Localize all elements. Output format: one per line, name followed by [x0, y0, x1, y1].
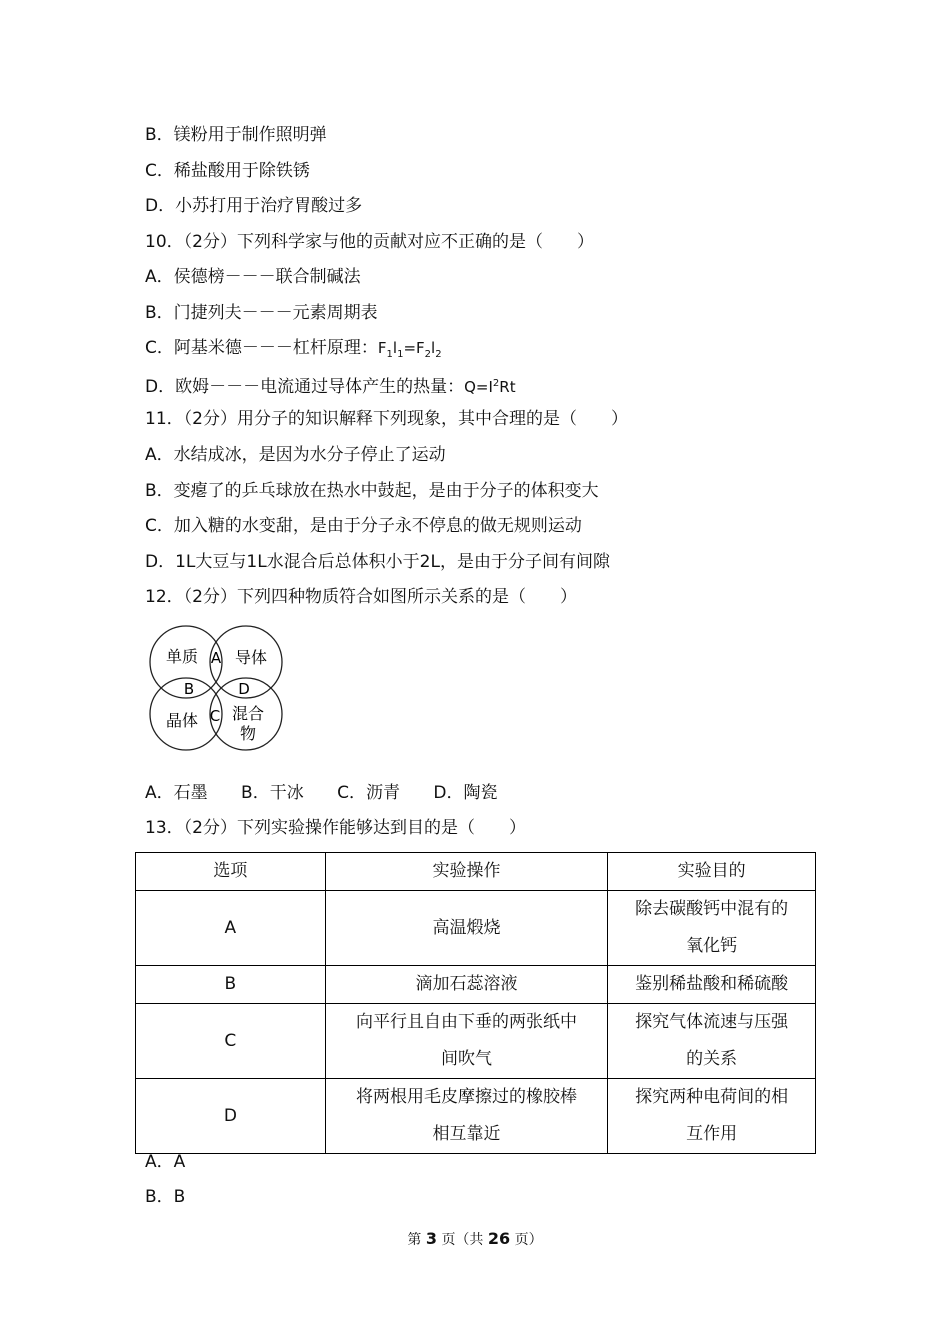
q12-option-d: D．陶瓷 [433, 783, 498, 803]
q12-options [145, 782, 526, 804]
lever-formula: $F_1l_1=F_2l_2$ [377, 339, 442, 360]
option-13b: B．B [145, 1187, 186, 1207]
row-a-goal-line2: 氧化钙 [686, 936, 738, 956]
row-d-operation-line1: 将两根用毛皮摩擦过的橡胶棒 [356, 1087, 577, 1107]
footer-page-number: 3 [425, 1229, 437, 1248]
option-10d-text: D．欧姆－－－电流通过导体产生的热量： [145, 377, 465, 397]
row-a-operation [325, 891, 608, 966]
row-c-option: C [136, 1004, 326, 1079]
row-c-operation-line1: 向平行且自由下垂的两张纸中 [356, 1012, 577, 1032]
option-11d: D．1L大豆与1L水混合后总体积小于2L，是由于分子间有间隙 [145, 552, 610, 572]
table-row [136, 1004, 816, 1079]
question-10: 10．（2分）下列科学家与他的贡献对应不正确的是（ ） [145, 232, 594, 252]
row-a-goal-line1: 除去碳酸钙中混有的 [635, 899, 789, 919]
header-operation: 实验操作 [325, 853, 608, 891]
venn-label-jingti: 晶体 [165, 711, 199, 730]
row-b-option: B [136, 966, 326, 1004]
table-header-row [136, 853, 816, 891]
joule-formula: $Q=I^2Rt$ [464, 378, 516, 396]
option-11a: A．水结成冰，是因为水分子停止了运动 [145, 445, 446, 465]
footer-mid: 页（共 [441, 1232, 484, 1248]
header-goal: 实验目的 [608, 853, 816, 891]
venn-label-danzhi: 单质 [165, 647, 199, 666]
footer-prefix: 第 [407, 1232, 422, 1248]
row-d-operation-line2: 相互靠近 [432, 1124, 501, 1144]
row-a-option: A [136, 891, 326, 966]
venn-region-a: A [210, 649, 222, 667]
table-row [136, 966, 816, 1004]
option-11c: C．加入糖的水变甜，是由于分子永不停息的做无规则运动 [145, 516, 582, 536]
row-c-goal [608, 1004, 816, 1079]
venn-region-d: D [238, 680, 250, 698]
question-12: 12．（2分）下列四种物质符合如图所示关系的是（ ） [145, 587, 577, 607]
option-10b: B．门捷列夫－－－元素周期表 [145, 303, 378, 323]
page-footer [0, 1229, 950, 1250]
option-10c [145, 337, 442, 366]
footer-total-pages: 26 [487, 1229, 511, 1248]
question-11: 11．（2分）用分子的知识解释下列现象，其中合理的是（ ） [145, 409, 628, 429]
table-row [136, 891, 816, 966]
row-a-goal [608, 891, 816, 966]
q12-option-b: B．干冰 [241, 783, 304, 803]
venn-diagram [146, 623, 286, 751]
row-c-operation-line2: 间吹气 [441, 1049, 492, 1069]
row-b-goal [608, 966, 816, 1004]
venn-label-daoti: 导体 [234, 648, 268, 667]
option-11b: B．变瘪了的乒乓球放在热水中鼓起，是由于分子的体积变大 [145, 481, 599, 501]
question-13: 13．（2分）下列实验操作能够达到目的是（ ） [145, 818, 526, 838]
row-b-operation-line1: 滴加石蕊溶液 [415, 974, 518, 994]
q12-option-c: C．沥青 [337, 783, 400, 803]
option-9c: C．稀盐酸用于除铁锈 [145, 161, 310, 181]
table-row [136, 1079, 816, 1154]
option-10c-text: C．阿基米德－－－杠杆原理： [145, 338, 378, 358]
q12-option-a: A．石墨 [145, 783, 208, 803]
option-9d: D．小苏打用于治疗胃酸过多 [145, 196, 363, 216]
row-c-operation [325, 1004, 608, 1079]
row-c-goal-line2: 的关系 [686, 1049, 738, 1069]
row-c-goal-line1: 探究气体流速与压强 [635, 1012, 789, 1032]
row-d-goal-line1: 探究两种电荷间的相 [635, 1087, 789, 1107]
header-option: 选项 [136, 853, 326, 891]
row-d-option: D [136, 1079, 326, 1154]
venn-label-hunhe: 混合 [231, 704, 265, 723]
venn-label-wu: 物 [239, 724, 257, 743]
row-a-operation-line1: 高温煅烧 [432, 917, 501, 938]
venn-region-b: B [183, 680, 195, 698]
option-10d [145, 373, 516, 398]
row-d-goal [608, 1079, 816, 1154]
experiment-table [135, 852, 816, 1154]
option-13a: A．A [145, 1152, 186, 1172]
row-d-goal-line2: 互作用 [686, 1124, 738, 1144]
row-b-operation [325, 966, 608, 1004]
row-b-goal-line1: 鉴别稀盐酸和稀硫酸 [635, 974, 789, 994]
venn-region-c: C [209, 707, 221, 725]
option-9b: B．镁粉用于制作照明弹 [145, 125, 327, 145]
row-d-operation [325, 1079, 608, 1154]
footer-suffix: 页） [514, 1232, 543, 1248]
option-10a: A．侯德榜－－－联合制碱法 [145, 267, 361, 287]
